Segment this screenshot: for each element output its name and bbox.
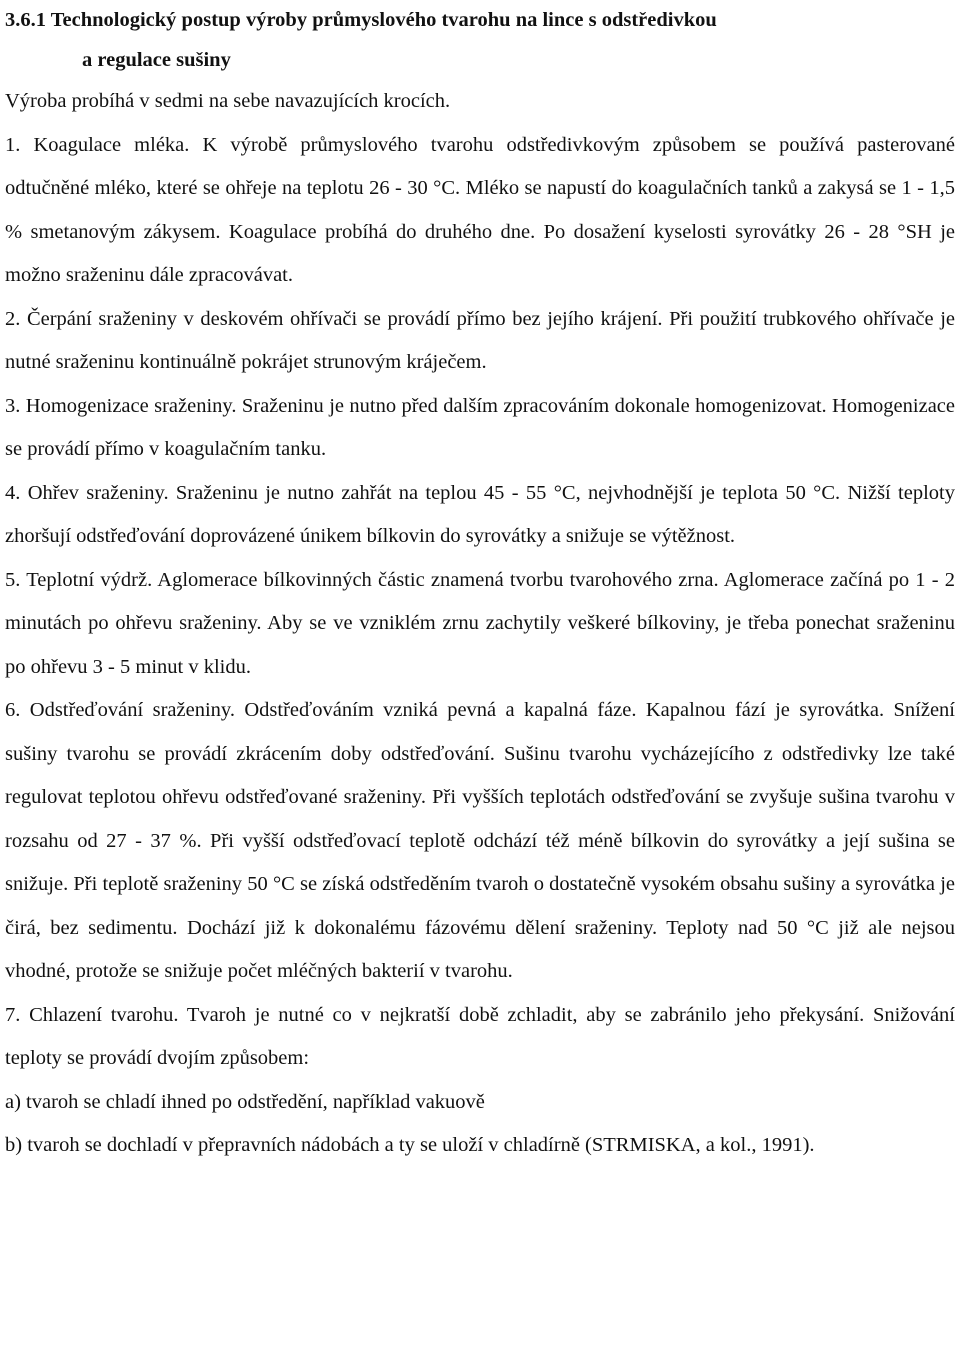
- method-a-paragraph: a) tvaroh se chladí ihned po odstředění, například vakuově: [5, 1090, 485, 1113]
- step-7-paragraph: 7. Chlazení tvarohu. Tvaroh je nutné co v nejkratší době zchladit, aby se zabránilo jeho překysání. Snižování teploty se provádí dvojím způsobem:: [5, 1003, 955, 1069]
- section-heading-line-1: 3.6.1 Technologický postup výroby průmyslového tvarohu na lince s odstředivkou: [5, 9, 717, 31]
- method-b-paragraph: b) tvaroh se dochladí v přepravních nádobách a ty se uloží v chladírně (STRMISKA, a kol., 1991).: [5, 1134, 815, 1156]
- step-3-paragraph: 3. Homogenizace sraženiny. Sraženinu je nutno před dalším zpracováním dokonale homogenizovat. Homogenizace se provádí přímo v koagulačním tanku.: [5, 394, 955, 460]
- step-4-paragraph: 4. Ohřev sraženiny. Sraženinu je nutno zahřát na teplou 45 - 55 °C, nejvhodnější je teplota 50 °C. Nižší teploty zhoršují odstřeďování doprovázené únikem bílkovin do syrovátky a snižuje se výtěžnost.: [5, 481, 955, 547]
- step-1-paragraph: 1. Koagulace mléka. K výrobě průmyslového tvarohu odstředivkovým způsobem se používá pasterované odtučněné mléko, které se ohřeje na teplotu 26 - 30 °C. Mléko se napustí do koagulačních tanků a zakysá se 1 - 1,5 % smetanovým zákysem. Koagulace probíhá do druhého dne. Po dosažení kyselosti syrovátky 26 - 28 °SH je možno sraženinu dále zpracovávat.: [5, 133, 955, 286]
- section-heading: [5, 0, 955, 80]
- step-5-paragraph: 5. Teplotní výdrž. Aglomerace bílkovinných částic znamená tvorbu tvarohového zrna. Aglomerace začíná po 1 - 2 minutách po ohřevu sraženiny. Aby se ve vzniklém zrnu zachytily veškeré bílkoviny, je třeba ponechat sraženinu po ohřevu 3 - 5 minut v klidu.: [5, 568, 955, 678]
- section-heading-line-2: a regulace sušiny: [82, 49, 231, 71]
- step-2-paragraph: 2. Čerpání sraženiny v deskovém ohřívači se provádí přímo bez jejího krájení. Při použití trubkového ohřívače je nutné sraženinu kontinuálně pokrájet strunovým kráječem.: [5, 307, 955, 373]
- step-6-paragraph: 6. Odstřeďování sraženiny. Odstřeďováním vzniká pevná a kapalná fáze. Kapalnou fází je syrovátka. Snížení sušiny tvarohu se provádí zkrácením doby odstřeďování. Sušinu tvarohu vycházejícího z odstředivky lze také regulovat teplotou ohřevu odstřeďované sraženiny. Při vyšších teplotách odstřeďování se zvyšuje sušina tvarohu v rozsahu od 27 - 37 %. Při vyšší odstřeďovací teplotě odchází též méně bílkovin do syrovátky a její sušina se snižuje. Při teplotě sraženiny 50 °C se získá odstředěním tvaroh o dostatečně vysokém obsahu sušiny a syrovátka je čirá, bez sedimentu. Dochází již k dokonalému fázovému dělení sraženiny. Teploty nad 50 °C již ale nejsou vhodné, protože se snižuje počet mléčných bakterií v tvarohu.: [5, 699, 955, 982]
- document-page: [5, 0, 955, 1168]
- intro-paragraph: Výroba probíhá v sedmi na sebe navazujících krocích.: [5, 90, 451, 112]
